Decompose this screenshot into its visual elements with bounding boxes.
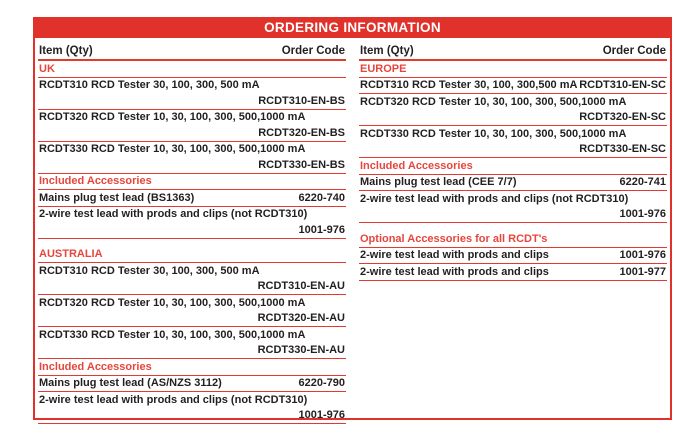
order-code: 1001-976 (619, 249, 666, 262)
order-row (38, 142, 346, 174)
item-description: RCDT310 RCD Tester 30, 100, 300, 500 mA (39, 79, 260, 92)
item-description: Mains plug test lead (AS/NZS 3112) (39, 377, 222, 390)
order-code: RCDT310-EN-AU (257, 280, 345, 293)
section-included-accessories (38, 174, 346, 239)
item-description: RCDT320 RCD Tester 10, 30, 100, 300, 500,1000 mA (360, 95, 627, 108)
order-row (359, 191, 667, 223)
order-row (38, 190, 346, 207)
section-optional-accessories-for-all-rcdt-s (359, 231, 667, 281)
table-title-bar: ORDERING INFORMATION (33, 17, 672, 38)
section-australia (38, 247, 346, 360)
ordering-information-table (33, 17, 672, 420)
column-header-item: Item (Qty) (360, 45, 414, 57)
order-row-line (359, 175, 667, 191)
order-code: 6220-740 (298, 191, 345, 204)
order-row (38, 263, 346, 295)
order-code: RCDT310-EN-BS (258, 94, 345, 107)
item-description: 2-wire test lead with prods and clips (360, 265, 549, 278)
column-header-right (359, 40, 667, 61)
order-code: RCDT320-EN-SC (579, 111, 666, 124)
order-row-line (38, 190, 346, 206)
order-code: 6220-741 (619, 176, 666, 189)
order-code: RCDT310-EN-SC (579, 79, 666, 92)
order-code: 1001-976 (298, 223, 345, 236)
column-header-code: Order Code (281, 45, 345, 57)
section-uk (38, 61, 346, 174)
item-description: RCDT320 RCD Tester 10, 30, 100, 300, 500,1000 mA (39, 111, 306, 124)
item-description: RCDT330 RCD Tester 10, 30, 100, 300, 500,1000 mA (39, 143, 306, 156)
section-header: Included Accessories (359, 158, 667, 175)
item-description: 2-wire test lead with prods and clips (360, 249, 549, 262)
order-row (38, 295, 346, 327)
order-row-line (359, 78, 667, 94)
item-description: 2-wire test lead with prods and clips (not RCDT310) (39, 208, 308, 221)
section-included-accessories (359, 158, 667, 223)
order-code: RCDT330-EN-BS (258, 158, 345, 171)
section-header: EUROPE (359, 61, 667, 78)
order-code: RCDT320-EN-BS (258, 126, 345, 139)
section-header: Included Accessories (38, 359, 346, 376)
item-description: RCDT330 RCD Tester 10, 30, 100, 300, 500,1000 mA (39, 328, 306, 341)
section-header: AUSTRALIA (38, 247, 346, 264)
order-row (38, 327, 346, 359)
order-row (359, 264, 667, 281)
order-code: RCDT330-EN-AU (257, 344, 345, 357)
order-row (38, 78, 346, 110)
order-row (38, 392, 346, 424)
column-header-left (38, 40, 346, 61)
item-description: Mains plug test lead (CEE 7/7) (360, 176, 517, 189)
table-body (33, 38, 672, 420)
item-description: Mains plug test lead (BS1363) (39, 191, 195, 204)
item-description: 2-wire test lead with prods and clips (not RCDT310) (39, 393, 308, 406)
order-row (359, 248, 667, 265)
order-row (38, 376, 346, 393)
item-description: RCDT330 RCD Tester 10, 30, 100, 300, 500,1000 mA (360, 127, 627, 140)
order-code: 1001-976 (298, 409, 345, 422)
order-row-line (359, 248, 667, 264)
column-left (38, 40, 346, 424)
order-row (38, 207, 346, 239)
order-code: 6220-790 (298, 377, 345, 390)
order-code: RCDT330-EN-SC (579, 143, 666, 156)
order-row (359, 126, 667, 158)
order-code: RCDT320-EN-AU (257, 312, 345, 325)
section-header: UK (38, 61, 346, 78)
section-header: Optional Accessories for all RCDT's (359, 231, 667, 248)
column-header-item: Item (Qty) (39, 45, 93, 57)
section-included-accessories (38, 359, 346, 424)
item-description: 2-wire test lead with prods and clips (not RCDT310) (360, 192, 629, 205)
order-code: 1001-976 (619, 208, 666, 221)
order-code: 1001-977 (619, 265, 666, 278)
item-description: RCDT310 RCD Tester 30, 100, 300, 500 mA (39, 264, 260, 277)
column-right (359, 40, 667, 281)
section-header: Included Accessories (38, 174, 346, 191)
section-europe (359, 61, 667, 158)
order-row-line (359, 264, 667, 280)
order-row (38, 110, 346, 142)
column-header-code: Order Code (602, 45, 666, 57)
order-row (359, 94, 667, 126)
item-description: RCDT320 RCD Tester 10, 30, 100, 300, 500,1000 mA (39, 296, 306, 309)
order-row-line (38, 376, 346, 392)
order-row (359, 175, 667, 192)
order-row (359, 78, 667, 95)
item-description: RCDT310 RCD Tester 30, 100, 300,500 mA (360, 79, 578, 92)
